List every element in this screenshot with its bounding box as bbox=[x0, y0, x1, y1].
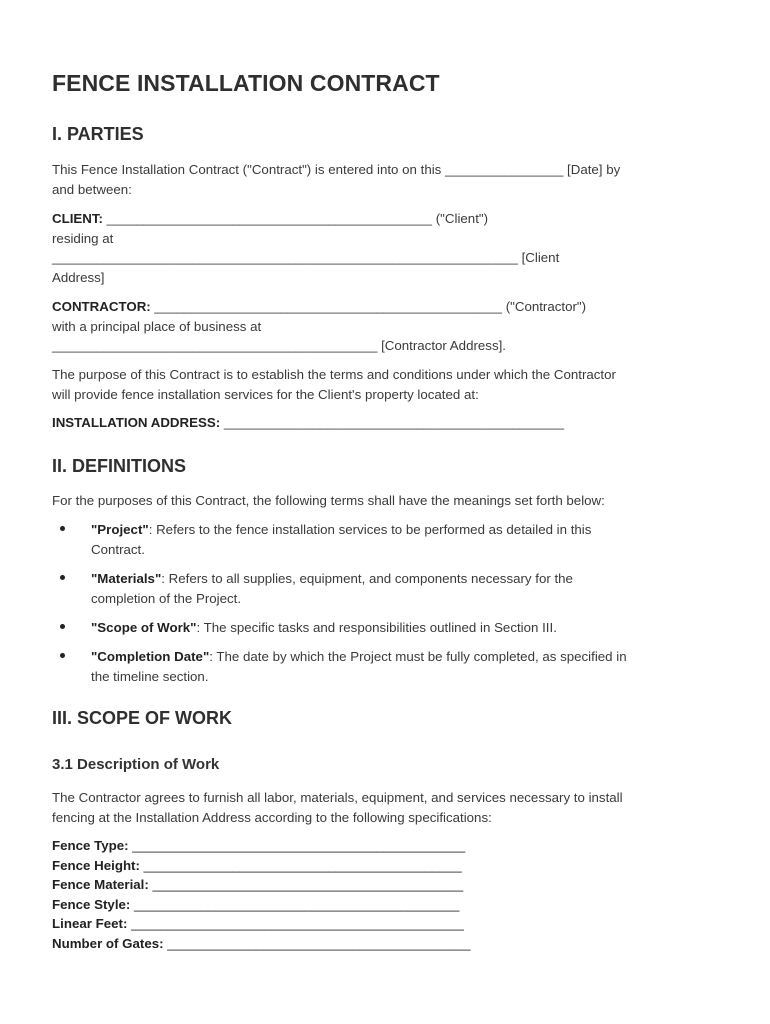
contractor-address-line[interactable]: ____________________________________________ [Contractor Address]. bbox=[52, 338, 506, 353]
definition-text: : The date by which the Project must be fully completed, as specified in bbox=[209, 649, 627, 664]
section-heading-parties: I. PARTIES bbox=[52, 124, 144, 144]
field-label: Number of Gates: bbox=[52, 935, 164, 951]
description-paragraph bbox=[52, 788, 722, 827]
definition-text-cont: completion of the Project. bbox=[91, 590, 242, 606]
document-title: FENCE INSTALLATION CONTRACT bbox=[52, 70, 440, 96]
contractor-block bbox=[52, 297, 722, 356]
field-number-of-gates bbox=[52, 934, 612, 954]
purpose-paragraph bbox=[52, 365, 722, 404]
field-blank-line[interactable]: _____________________________________________ bbox=[127, 916, 464, 931]
field-label: Linear Feet: bbox=[52, 916, 128, 931]
installation-address-line[interactable]: ______________________________________________ bbox=[220, 415, 565, 430]
contractor-name-line[interactable]: _______________________________________________ ("Contractor") bbox=[150, 299, 587, 314]
definition-text: : Refers to the fence installation services to be performed as detailed in this bbox=[148, 522, 592, 537]
field-label: Fence Type: bbox=[52, 838, 129, 853]
client-name-line[interactable]: ____________________________________________ ("Client") bbox=[102, 211, 489, 226]
definition-term: "Materials" bbox=[91, 571, 162, 586]
definition-text-cont: the timeline section. bbox=[91, 668, 209, 684]
definitions-intro: For the purposes of this Contract, the following terms shall have the meanings set forth below: bbox=[52, 493, 605, 508]
purpose-line-1: The purpose of this Contract is to establish the terms and conditions under which the Contractor bbox=[52, 367, 616, 382]
purpose-line-2: will provide fence installation services for the Client's property located at: bbox=[52, 386, 479, 402]
field-blank-line[interactable]: ___________________________________________ bbox=[139, 857, 462, 873]
bullet-icon bbox=[60, 575, 65, 580]
description-line-2: fencing at the Installation Address according to the following specifications: bbox=[52, 809, 492, 825]
section-heading-definitions: II. DEFINITIONS bbox=[52, 456, 187, 476]
client-residing-label: residing at bbox=[52, 230, 114, 246]
field-label: Fence Material: bbox=[52, 877, 149, 892]
definition-item-project bbox=[91, 520, 721, 559]
section-heading-scope-of-work: III. SCOPE OF WORK bbox=[52, 708, 233, 728]
field-fence-height bbox=[52, 856, 612, 876]
contractor-label: CONTRACTOR: bbox=[52, 299, 151, 314]
parties-intro-line-2: and between: bbox=[52, 181, 132, 197]
bullet-icon bbox=[60, 624, 65, 629]
contractor-business-label: with a principal place of business at bbox=[52, 318, 262, 334]
client-address-line[interactable]: _______________________________________________________________ [Client bbox=[52, 250, 560, 265]
definition-term: "Scope of Work" bbox=[91, 620, 197, 635]
installation-address-block bbox=[52, 413, 722, 433]
field-linear-feet bbox=[52, 914, 612, 934]
parties-intro-line-1: This Fence Installation Contract ("Contract") is entered into on this ________________ [Date] by bbox=[52, 162, 621, 177]
definition-text: : The specific tasks and responsibilities outlined in Section III. bbox=[196, 620, 557, 635]
bullet-icon bbox=[60, 526, 65, 531]
field-blank-line[interactable]: __________________________________________ bbox=[148, 877, 464, 892]
subsection-heading-description-of-work: 3.1 Description of Work bbox=[52, 756, 220, 773]
field-label: Fence Style: bbox=[52, 896, 131, 912]
field-label: Fence Height: bbox=[52, 857, 140, 873]
client-address-label: Address] bbox=[52, 269, 105, 285]
field-fence-material bbox=[52, 875, 612, 895]
definition-text-cont: Contract. bbox=[91, 541, 145, 557]
description-line-1: The Contractor agrees to furnish all labor, materials, equipment, and services necessary to install bbox=[52, 790, 623, 805]
specification-fields bbox=[52, 836, 612, 953]
field-blank-line[interactable]: _____________________________________________ bbox=[128, 838, 466, 853]
definition-text: : Refers to all supplies, equipment, and components necessary for the bbox=[161, 571, 573, 586]
parties-intro bbox=[52, 160, 722, 199]
bullet-icon bbox=[60, 653, 65, 658]
definition-term: "Project" bbox=[91, 522, 149, 537]
client-label: CLIENT: bbox=[52, 211, 103, 226]
installation-address-label: INSTALLATION ADDRESS: bbox=[52, 415, 221, 430]
field-fence-style bbox=[52, 895, 612, 915]
field-blank-line[interactable]: ____________________________________________ bbox=[130, 896, 460, 912]
client-block bbox=[52, 209, 722, 287]
definition-item-scope-of-work bbox=[91, 618, 721, 638]
definition-item-completion-date bbox=[91, 647, 721, 686]
definition-item-materials bbox=[91, 569, 721, 608]
field-fence-type bbox=[52, 836, 612, 856]
field-blank-line[interactable]: _________________________________________ bbox=[163, 935, 471, 951]
definition-term: "Completion Date" bbox=[91, 649, 210, 664]
